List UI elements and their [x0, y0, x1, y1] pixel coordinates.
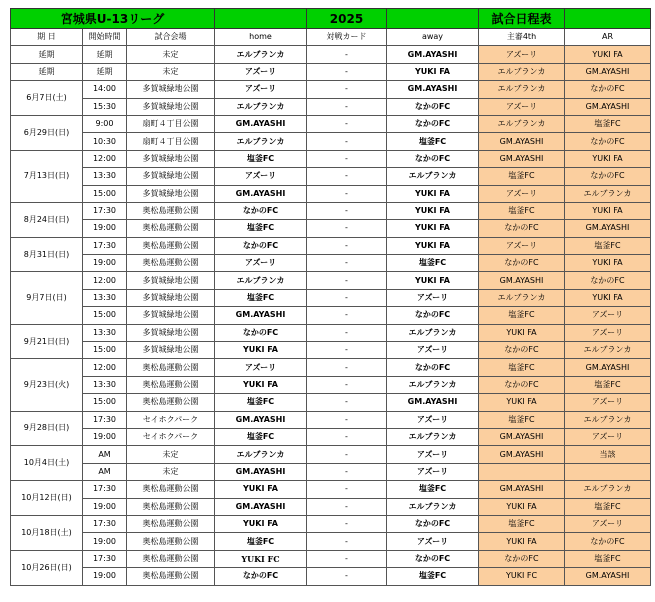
referee-4th: GM.AYASHI [479, 446, 565, 463]
assistant-referee: アズーリ [565, 324, 651, 341]
assistant-referee: エルブランカ [565, 481, 651, 498]
header-referee: 主審4th [479, 29, 565, 46]
match-date: 9月21日(日) [11, 324, 83, 359]
assistant-referee: GM.AYASHI [565, 359, 651, 376]
venue: 奥松島運動公園 [127, 481, 215, 498]
referee-4th: YUKI FA [479, 533, 565, 550]
match-card: - [307, 428, 387, 445]
assistant-referee: アズーリ [565, 307, 651, 324]
kickoff-time: 19:00 [83, 428, 127, 445]
match-card: - [307, 411, 387, 428]
assistant-referee: 塩釜FC [565, 237, 651, 254]
match-date: 7月13日(日) [11, 150, 83, 202]
home-team: なかのFC [215, 324, 307, 341]
away-team: なかのFC [387, 115, 479, 132]
kickoff-time: 17:30 [83, 202, 127, 219]
table-row [11, 115, 651, 132]
venue: 奥松島運動公園 [127, 255, 215, 272]
match-card: - [307, 115, 387, 132]
home-team: GM.AYASHI [215, 307, 307, 324]
away-team: なかのFC [387, 550, 479, 567]
header-home: home [215, 29, 307, 46]
home-team: YUKI FA [215, 342, 307, 359]
assistant-referee: なかのFC [565, 133, 651, 150]
season-year: 2025 [307, 9, 387, 29]
referee-4th: エルブランカ [479, 289, 565, 306]
venue: 未定 [127, 46, 215, 63]
match-date: 8月24日(日) [11, 202, 83, 237]
table-row [11, 272, 651, 289]
venue: 奥松島運動公園 [127, 394, 215, 411]
assistant-referee: YUKI FA [565, 46, 651, 63]
match-card: - [307, 272, 387, 289]
assistant-referee: エルブランカ [565, 185, 651, 202]
venue: 多賀城緑地公園 [127, 307, 215, 324]
table-row [11, 342, 651, 359]
match-card: - [307, 98, 387, 115]
header-ar: AR [565, 29, 651, 46]
match-card: - [307, 498, 387, 515]
venue: 奥松島運動公園 [127, 515, 215, 532]
match-card: - [307, 324, 387, 341]
away-team: エルブランカ [387, 376, 479, 393]
table-row [11, 533, 651, 550]
assistant-referee: YUKI FA [565, 255, 651, 272]
kickoff-time: 17:30 [83, 515, 127, 532]
away-team: アズーリ [387, 289, 479, 306]
referee-4th: アズーリ [479, 98, 565, 115]
home-team: 塩釜FC [215, 428, 307, 445]
referee-4th [479, 463, 565, 480]
table-row [11, 237, 651, 254]
assistant-referee [565, 463, 651, 480]
assistant-referee: アズーリ [565, 428, 651, 445]
title-spacer [387, 9, 479, 29]
home-team: エルブランカ [215, 98, 307, 115]
assistant-referee: GM.AYASHI [565, 220, 651, 237]
kickoff-time: 15:30 [83, 98, 127, 115]
referee-4th: アズーリ [479, 237, 565, 254]
match-card: - [307, 446, 387, 463]
header-away: away [387, 29, 479, 46]
kickoff-time: 15:00 [83, 342, 127, 359]
away-team: YUKI FA [387, 202, 479, 219]
away-team: 塩釜FC [387, 568, 479, 585]
home-team: なかのFC [215, 202, 307, 219]
home-team: エルブランカ [215, 272, 307, 289]
table-row [11, 550, 651, 567]
away-team: YUKI FA [387, 272, 479, 289]
referee-4th: YUKI FA [479, 394, 565, 411]
home-team: YUKI FA [215, 376, 307, 393]
table-row [11, 185, 651, 202]
home-team: エルブランカ [215, 133, 307, 150]
venue: 未定 [127, 463, 215, 480]
referee-4th: GM.AYASHI [479, 481, 565, 498]
venue: 多賀城緑地公園 [127, 289, 215, 306]
away-team: なかのFC [387, 307, 479, 324]
home-team: なかのFC [215, 237, 307, 254]
venue: 未定 [127, 446, 215, 463]
venue: 多賀城緑地公園 [127, 342, 215, 359]
away-team: エルブランカ [387, 324, 479, 341]
venue: 奥松島運動公園 [127, 359, 215, 376]
referee-4th: アズーリ [479, 46, 565, 63]
kickoff-time: 17:30 [83, 481, 127, 498]
match-date: 9月28日(日) [11, 411, 83, 446]
match-card: - [307, 342, 387, 359]
match-date: 8月31日(日) [11, 237, 83, 272]
kickoff-time: 9:00 [83, 115, 127, 132]
home-team: アズーリ [215, 255, 307, 272]
title-row [11, 9, 651, 29]
away-team: GM.AYASHI [387, 394, 479, 411]
venue: セイホクパーク [127, 428, 215, 445]
header-date: 期 日 [11, 29, 83, 46]
away-team: アズーリ [387, 446, 479, 463]
match-card: - [307, 202, 387, 219]
schedule-title: 試合日程表 [479, 9, 565, 29]
referee-4th: GM.AYASHI [479, 428, 565, 445]
venue: 多賀城緑地公園 [127, 324, 215, 341]
away-team: なかのFC [387, 98, 479, 115]
away-team: なかのFC [387, 150, 479, 167]
table-row [11, 515, 651, 532]
match-card: - [307, 568, 387, 585]
home-team: アズーリ [215, 359, 307, 376]
home-team: 塩釜FC [215, 150, 307, 167]
match-card: - [307, 289, 387, 306]
assistant-referee: エルブランカ [565, 342, 651, 359]
header-card: 対戦カード [307, 29, 387, 46]
assistant-referee: YUKI FA [565, 202, 651, 219]
away-team: YUKI FA [387, 185, 479, 202]
kickoff-time: 17:30 [83, 550, 127, 567]
referee-4th: なかのFC [479, 255, 565, 272]
assistant-referee: 塩釜FC [565, 115, 651, 132]
table-row [11, 168, 651, 185]
referee-4th: なかのFC [479, 342, 565, 359]
kickoff-time: 13:30 [83, 324, 127, 341]
away-team: なかのFC [387, 359, 479, 376]
kickoff-time: AM [83, 463, 127, 480]
table-row [11, 324, 651, 341]
home-team: アズーリ [215, 168, 307, 185]
table-row [11, 498, 651, 515]
home-team: エルブランカ [215, 446, 307, 463]
kickoff-time: 15:00 [83, 307, 127, 324]
referee-4th: エルブランカ [479, 81, 565, 98]
match-date: 9月23日(火) [11, 359, 83, 411]
kickoff-time: 19:00 [83, 533, 127, 550]
match-card: - [307, 133, 387, 150]
table-row [11, 359, 651, 376]
venue: 奥松島運動公園 [127, 202, 215, 219]
assistant-referee: なかのFC [565, 168, 651, 185]
assistant-referee: エルブランカ [565, 411, 651, 428]
match-card: - [307, 550, 387, 567]
match-date: 9月7日(日) [11, 272, 83, 324]
away-team: 塩釜FC [387, 133, 479, 150]
kickoff-time: 延期 [83, 63, 127, 80]
assistant-referee: なかのFC [565, 81, 651, 98]
referee-4th: エルブランカ [479, 63, 565, 80]
assistant-referee: GM.AYASHI [565, 63, 651, 80]
referee-4th: なかのFC [479, 220, 565, 237]
match-card: - [307, 376, 387, 393]
assistant-referee: なかのFC [565, 272, 651, 289]
table-row [11, 150, 651, 167]
venue: 未定 [127, 63, 215, 80]
match-card: - [307, 185, 387, 202]
match-card: - [307, 394, 387, 411]
table-row [11, 463, 651, 480]
table-row [11, 568, 651, 585]
match-date: 延期 [11, 46, 83, 63]
away-team: 塩釜FC [387, 255, 479, 272]
kickoff-time: 12:00 [83, 150, 127, 167]
schedule-table [10, 8, 651, 586]
kickoff-time: 19:00 [83, 498, 127, 515]
table-row [11, 481, 651, 498]
referee-4th: なかのFC [479, 376, 565, 393]
assistant-referee: アズーリ [565, 394, 651, 411]
match-date: 10月4日(土) [11, 446, 83, 481]
match-card: - [307, 220, 387, 237]
table-row [11, 255, 651, 272]
home-team: 塩釜FC [215, 394, 307, 411]
home-team: 塩釜FC [215, 533, 307, 550]
kickoff-time: 15:00 [83, 185, 127, 202]
referee-4th: GM.AYASHI [479, 133, 565, 150]
match-card: - [307, 307, 387, 324]
referee-4th: YUKI FA [479, 498, 565, 515]
match-date: 10月26日(日) [11, 550, 83, 585]
venue: 奥松島運動公園 [127, 376, 215, 393]
kickoff-time: 延期 [83, 46, 127, 63]
title-spacer [215, 9, 307, 29]
table-row [11, 446, 651, 463]
away-team: アズーリ [387, 463, 479, 480]
match-card: - [307, 533, 387, 550]
match-card: - [307, 237, 387, 254]
referee-4th: YUKI FA [479, 324, 565, 341]
header-row [11, 29, 651, 46]
venue: 奥松島運動公園 [127, 498, 215, 515]
schedule-body [11, 9, 651, 586]
venue: 多賀城緑地公園 [127, 81, 215, 98]
kickoff-time: 14:00 [83, 81, 127, 98]
home-team: GM.AYASHI [215, 498, 307, 515]
assistant-referee: 当該 [565, 446, 651, 463]
home-team: 塩釜FC [215, 220, 307, 237]
venue: 多賀城緑地公園 [127, 168, 215, 185]
match-card: - [307, 255, 387, 272]
referee-4th: GM.AYASHI [479, 150, 565, 167]
title-spacer [565, 9, 651, 29]
home-team: アズーリ [215, 63, 307, 80]
match-date: 6月7日(土) [11, 81, 83, 116]
home-team: なかのFC [215, 568, 307, 585]
referee-4th: 塩釜FC [479, 202, 565, 219]
venue: 奥松島運動公園 [127, 237, 215, 254]
referee-4th: 塩釜FC [479, 411, 565, 428]
away-team: YUKI FA [387, 63, 479, 80]
match-card: - [307, 481, 387, 498]
home-team: YUKI FA [215, 515, 307, 532]
table-row [11, 98, 651, 115]
table-row [11, 307, 651, 324]
referee-4th: 塩釜FC [479, 307, 565, 324]
kickoff-time: 17:30 [83, 411, 127, 428]
kickoff-time: 17:30 [83, 237, 127, 254]
away-team: 塩釜FC [387, 481, 479, 498]
home-team: GM.AYASHI [215, 411, 307, 428]
kickoff-time: 15:00 [83, 394, 127, 411]
kickoff-time: 13:30 [83, 168, 127, 185]
table-row [11, 81, 651, 98]
match-card: - [307, 81, 387, 98]
home-team: アズーリ [215, 81, 307, 98]
assistant-referee: YUKI FA [565, 289, 651, 306]
referee-4th: 塩釜FC [479, 515, 565, 532]
match-card: - [307, 168, 387, 185]
kickoff-time: 12:00 [83, 272, 127, 289]
table-row [11, 220, 651, 237]
table-row [11, 63, 651, 80]
away-team: エルブランカ [387, 168, 479, 185]
table-row [11, 394, 651, 411]
venue: 扇町４丁目公園 [127, 133, 215, 150]
venue: 奥松島運動公園 [127, 220, 215, 237]
home-team: 塩釜FC [215, 289, 307, 306]
home-team: エルブランカ [215, 46, 307, 63]
match-card: - [307, 515, 387, 532]
referee-4th: エルブランカ [479, 115, 565, 132]
away-team: エルブランカ [387, 498, 479, 515]
venue: 奥松島運動公園 [127, 568, 215, 585]
assistant-referee: YUKI FA [565, 150, 651, 167]
league-title: 宮城県U-13リーグ [11, 9, 215, 29]
home-team: YUKI FC [215, 550, 307, 567]
referee-4th: なかのFC [479, 550, 565, 567]
table-row [11, 376, 651, 393]
venue: 扇町４丁目公園 [127, 115, 215, 132]
home-team: GM.AYASHI [215, 115, 307, 132]
referee-4th: GM.AYASHI [479, 272, 565, 289]
venue: 奥松島運動公園 [127, 533, 215, 550]
away-team: エルブランカ [387, 428, 479, 445]
assistant-referee: 塩釜FC [565, 550, 651, 567]
home-team: GM.AYASHI [215, 185, 307, 202]
match-date: 10月18日(土) [11, 515, 83, 550]
assistant-referee: GM.AYASHI [565, 568, 651, 585]
away-team: GM.AYASHI [387, 81, 479, 98]
assistant-referee: なかのFC [565, 533, 651, 550]
away-team: GM.AYASHI [387, 46, 479, 63]
match-card: - [307, 46, 387, 63]
kickoff-time: 19:00 [83, 220, 127, 237]
table-row [11, 202, 651, 219]
venue: 奥松島運動公園 [127, 550, 215, 567]
assistant-referee: アズーリ [565, 515, 651, 532]
away-team: アズーリ [387, 533, 479, 550]
away-team: YUKI FA [387, 237, 479, 254]
table-row [11, 46, 651, 63]
venue: 多賀城緑地公園 [127, 272, 215, 289]
match-date: 延期 [11, 63, 83, 80]
away-team: YUKI FA [387, 220, 479, 237]
venue: 多賀城緑地公園 [127, 98, 215, 115]
kickoff-time: 13:30 [83, 376, 127, 393]
kickoff-time: 19:00 [83, 255, 127, 272]
assistant-referee: GM.AYASHI [565, 98, 651, 115]
match-card: - [307, 63, 387, 80]
kickoff-time: AM [83, 446, 127, 463]
assistant-referee: 塩釜FC [565, 498, 651, 515]
match-card: - [307, 463, 387, 480]
table-row [11, 289, 651, 306]
away-team: なかのFC [387, 515, 479, 532]
away-team: アズーリ [387, 342, 479, 359]
match-date: 10月12日(日) [11, 481, 83, 516]
match-card: - [307, 150, 387, 167]
header-venue: 試合会場 [127, 29, 215, 46]
referee-4th: アズーリ [479, 185, 565, 202]
kickoff-time: 12:00 [83, 359, 127, 376]
home-team: GM.AYASHI [215, 463, 307, 480]
away-team: アズーリ [387, 411, 479, 428]
kickoff-time: 13:30 [83, 289, 127, 306]
table-row [11, 411, 651, 428]
header-time: 開始時間 [83, 29, 127, 46]
table-row [11, 133, 651, 150]
match-card: - [307, 359, 387, 376]
referee-4th: 塩釜FC [479, 168, 565, 185]
home-team: YUKI FA [215, 481, 307, 498]
venue: セイホクパーク [127, 411, 215, 428]
referee-4th: YUKI FC [479, 568, 565, 585]
kickoff-time: 19:00 [83, 568, 127, 585]
venue: 多賀城緑地公園 [127, 150, 215, 167]
kickoff-time: 10:30 [83, 133, 127, 150]
match-date: 6月29日(日) [11, 115, 83, 150]
table-row [11, 428, 651, 445]
assistant-referee: 塩釜FC [565, 376, 651, 393]
referee-4th: 塩釜FC [479, 359, 565, 376]
venue: 多賀城緑地公園 [127, 185, 215, 202]
